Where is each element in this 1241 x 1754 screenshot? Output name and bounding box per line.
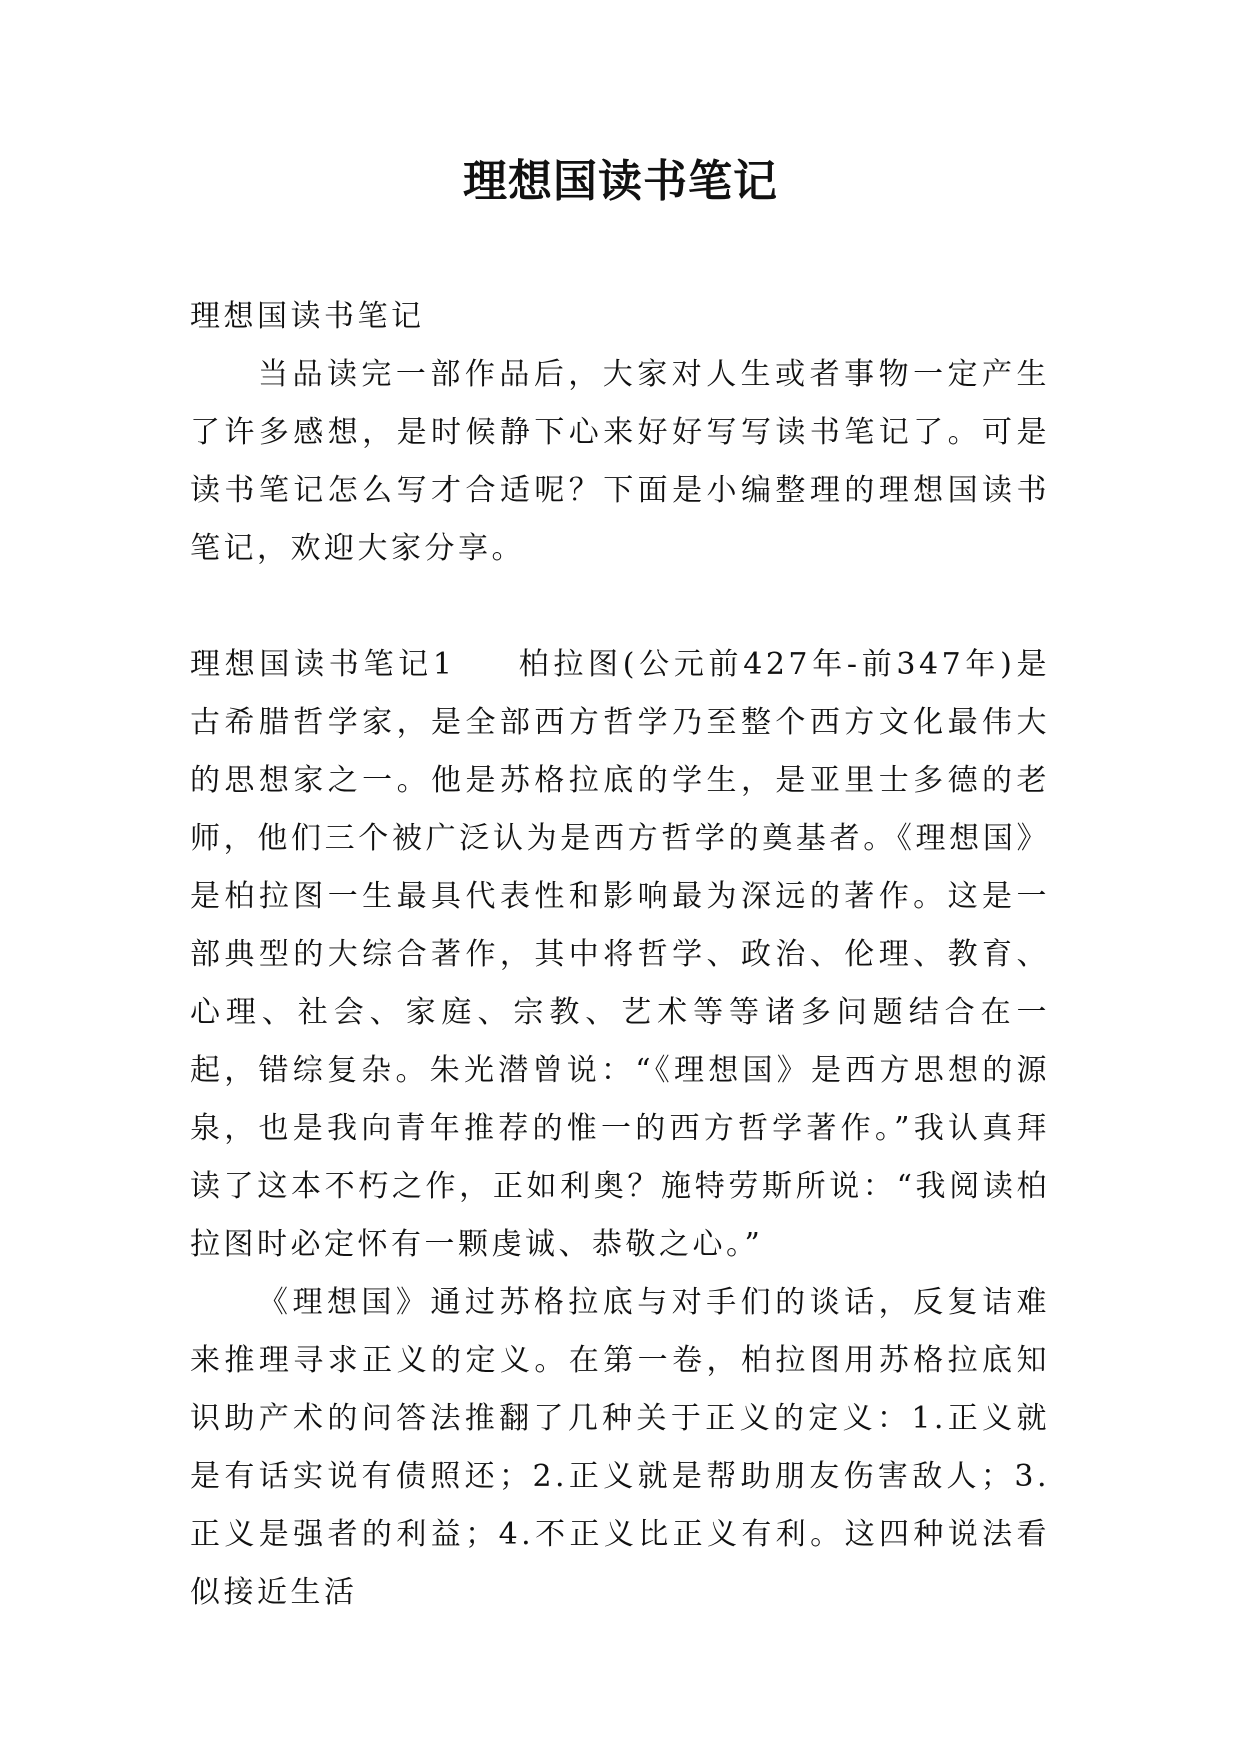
- paragraph-spacer: [190, 578, 1050, 636]
- document-body: [190, 288, 1050, 1622]
- document-subtitle: 理想国读书笔记: [190, 299, 425, 334]
- paragraph-2: 《理想国》通过苏格拉底与对手们的谈话，反复诘难来推理寻求正义的定义。在第一卷，柏拉图用苏格拉底知识助产术的问答法推翻了几种关于正义的定义：1.正义就是有话实说有债照还；2.正义就是帮助朋友伤害敌人；3.正义是强者的利益；4.不正义比正义有利。这四种说法看似接近生活: [190, 1285, 1050, 1610]
- intro-paragraph: 当品读完一部作品后，大家对人生或者事物一定产生了许多感想，是时候静下心来好好写写读书笔记了。可是读书笔记怎么写才合适呢？下面是小编整理的理想国读书笔记，欢迎大家分享。: [190, 357, 1050, 566]
- page-title: 理想国读书笔记: [463, 156, 778, 207]
- note1-paragraph: [190, 636, 1050, 1274]
- note1-text: 柏拉图(公元前427年-前347年)是古希腊哲学家，是全部西方哲学乃至整个西方文化最伟大的思想家之一。他是苏格拉底的学生，是亚里士多德的老师，他们三个被广泛认为是西方哲学的奠基者。《理想国》是柏拉图一生最具代表性和影响最为深远的著作。这是一部典型的大综合著作，其中将哲学、政治、伦理、教育、心理、社会、家庭、宗教、艺术等等诸多问题结合在一起，错综复杂。朱光潜曾说：“《理想国》是西方思想的源泉，也是我向青年推荐的惟一的西方哲学著作。”我认真拜读了这本不朽之作，正如利奥？施特劳斯所说：“我阅读柏拉图时必定怀有一颗虔诚、恭敬之心。”: [190, 647, 1050, 1262]
- note1-label: 理想国读书笔记1: [190, 647, 456, 682]
